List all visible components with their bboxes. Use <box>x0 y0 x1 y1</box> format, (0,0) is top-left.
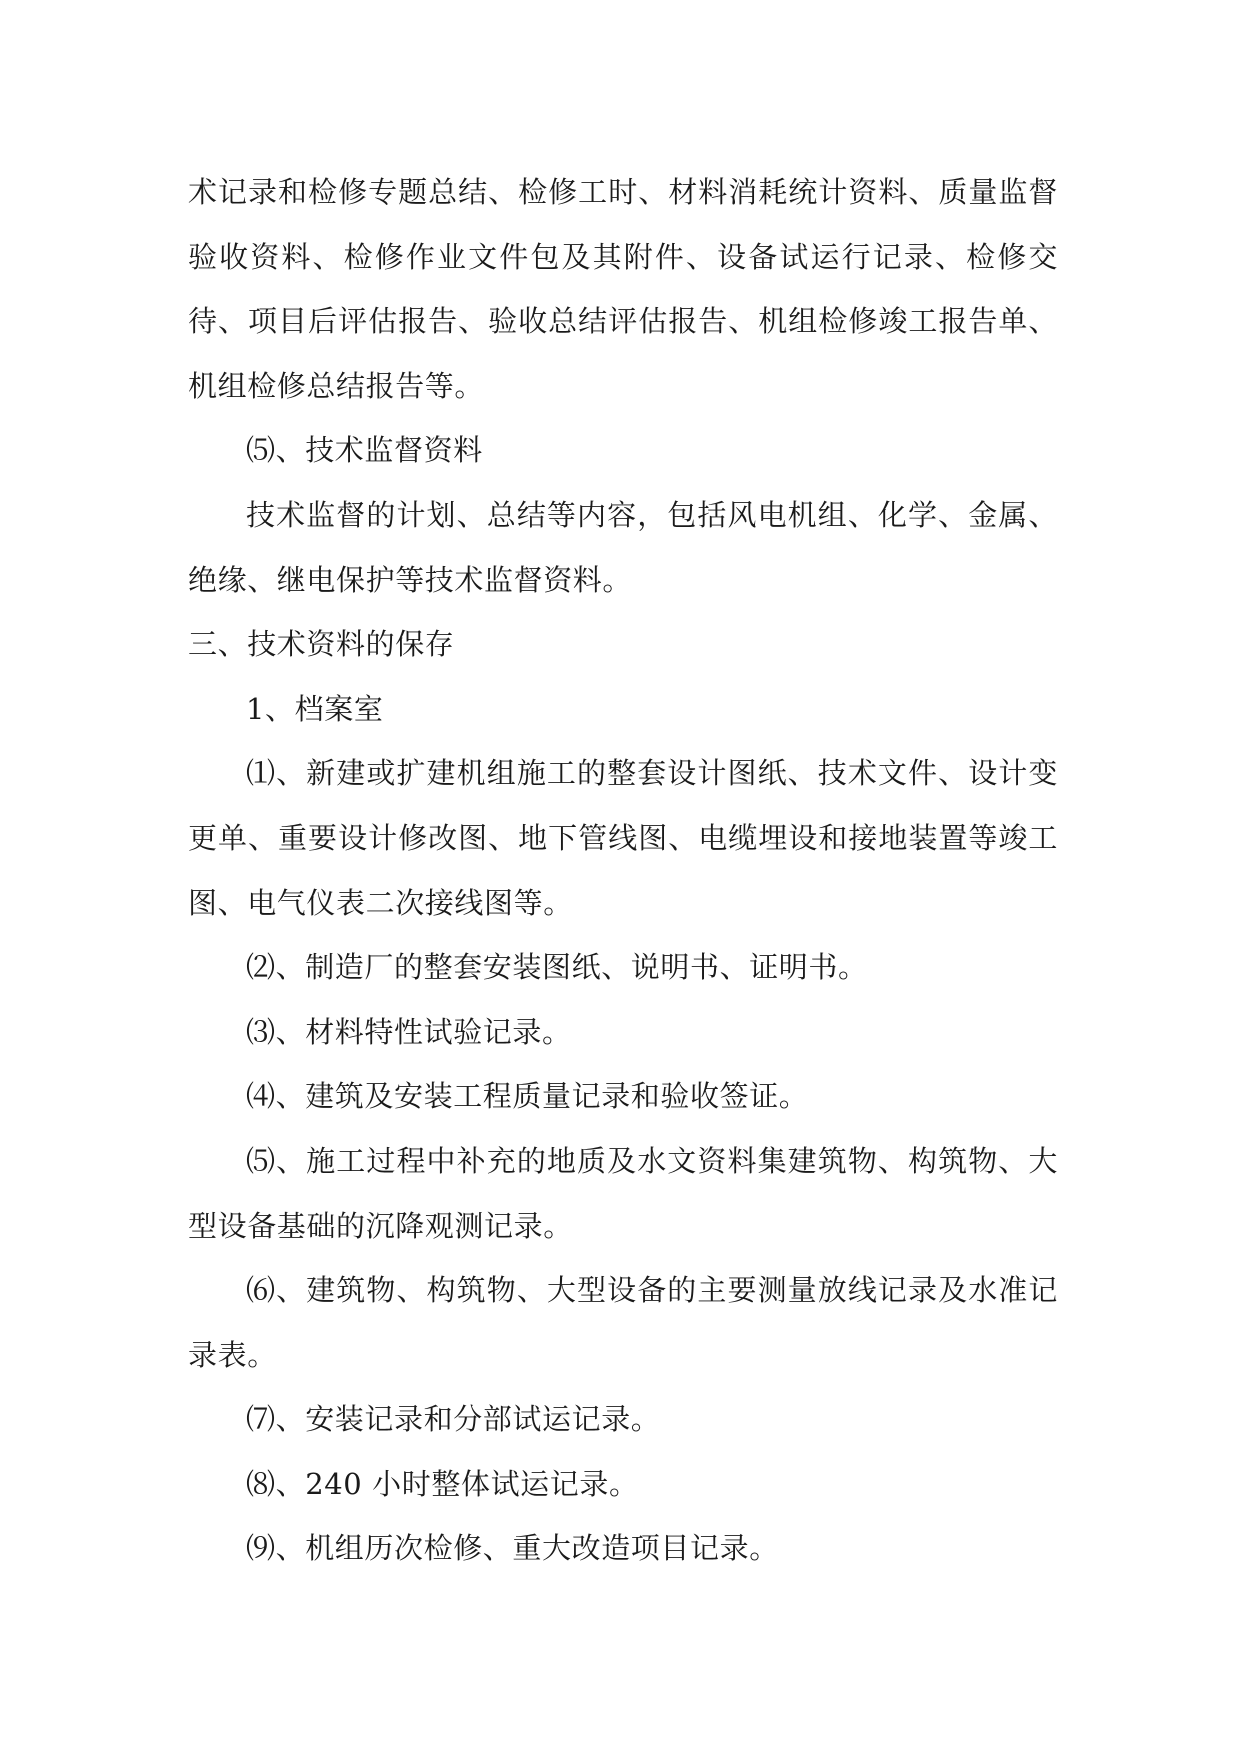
list-item-4: ⑷、建筑及安装工程质量记录和验收签证。 <box>246 1079 809 1114</box>
paragraph-continued-records: 术记录和检修专题总结、检修工时、材料消耗统计资料、质量监督验收资料、检修作业文件包及其附件、设备试运行记录、检修交待、项目后评估报告、验收总结评估报告、机组检修竣工报告单、机组检修总结报告等。 <box>188 175 1058 403</box>
paragraph-item-5-tech-supervision: ⑸、技术监督资料 <box>246 433 483 468</box>
list-item-2: ⑵、制造厂的整套安装图纸、说明书、证明书。 <box>246 950 868 985</box>
paragraph-tech-supervision-content: 技术监督的计划、总结等内容，包括风电机组、化学、金属、绝缘、继电保护等技术监督资料。 <box>188 497 1058 597</box>
list-item-6: ⑹、建筑物、构筑物、大型设备的主要测量放线记录及水准记录表。 <box>188 1273 1058 1372</box>
subsection-heading-archive-room: 1、档案室 <box>246 691 384 726</box>
list-item-3: ⑶、材料特性试验记录。 <box>246 1014 572 1049</box>
list-item-9: ⑼、机组历次检修、重大改造项目记录。 <box>246 1531 779 1566</box>
list-item-5: ⑸、施工过程中补充的地质及水文资料集建筑物、构筑物、大型设备基础的沉降观测记录。 <box>188 1143 1058 1243</box>
list-item-7: ⑺、安装记录和分部试运记录。 <box>246 1402 661 1437</box>
list-item-1: ⑴、新建或扩建机组施工的整套设计图纸、技术文件、设计变更单、重要设计修改图、地下管线图、电缆埋设和接地装置等竣工图、电气仪表二次接线图等。 <box>188 756 1058 920</box>
body-text <box>188 160 1058 1581</box>
list-item-8: ⑻、240 小时整体试运记录。 <box>246 1466 639 1501</box>
section-heading-3: 三、技术资料的保存 <box>188 627 455 662</box>
